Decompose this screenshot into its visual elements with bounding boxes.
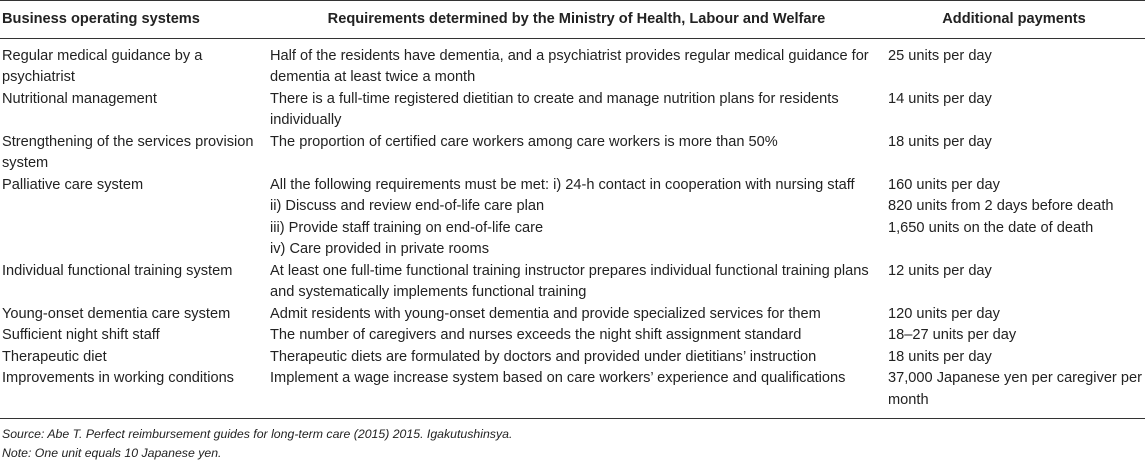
requirement-cell: Therapeutic diets are formulated by doctors and provided under dietitians’ instruction bbox=[270, 348, 817, 365]
table-row bbox=[0, 132, 1145, 175]
payment-cell: 18 units per day bbox=[888, 133, 992, 150]
system-cell: Strengthening of the services provision system bbox=[2, 133, 254, 171]
system-cell: Sufficient night shift staff bbox=[2, 327, 160, 343]
requirement-cell: Implement a wage increase system based on care workers’ experience and qualifications bbox=[270, 368, 883, 419]
payment-line: 160 units per day bbox=[888, 176, 1000, 193]
system-cell: Improvements in working conditions bbox=[0, 368, 270, 419]
requirement-cell: There is a full-time registered dietitian to create and manage nutrition plans for residents individually bbox=[270, 90, 839, 128]
table-row bbox=[0, 368, 1145, 419]
system-cell: Nutritional management bbox=[2, 90, 157, 107]
table-row bbox=[0, 175, 1145, 261]
payment-line: 1,650 units on the date of death bbox=[888, 219, 1094, 236]
payment-line: 820 units from 2 days before death bbox=[888, 198, 1114, 214]
requirement-line: ii) Discuss and review end-of-life care plan bbox=[270, 198, 545, 214]
system-cell: Palliative care system bbox=[2, 176, 144, 193]
system-cell: Therapeutic diet bbox=[2, 348, 107, 365]
unit-note: Note: One unit equals 10 Japanese yen. bbox=[2, 446, 222, 460]
table-row bbox=[0, 38, 1145, 89]
requirement-cell: At least one full-time functional training instructor prepares individual functional training plans and systematically implements functional training bbox=[270, 262, 869, 300]
table-header bbox=[0, 1, 1145, 39]
system-cell: Regular medical guidance by a psychiatrist bbox=[2, 47, 203, 85]
payment-cell: 12 units per day bbox=[888, 262, 992, 279]
table-footnotes bbox=[0, 419, 1145, 463]
table-row bbox=[0, 304, 1145, 326]
requirement-line: All the following requirements must be met: i) 24-h contact in cooperation with nursing staff bbox=[270, 176, 855, 193]
header-business-systems: Business operating systems bbox=[0, 1, 270, 39]
payment-cell: 37,000 Japanese yen per caregiver per month bbox=[883, 368, 1145, 419]
payment-cell: 25 units per day bbox=[888, 47, 992, 64]
payment-cell: 120 units per day bbox=[888, 305, 1000, 322]
table-row bbox=[0, 347, 1145, 369]
payment-cell: 18–27 units per day bbox=[888, 327, 1017, 343]
payment-cell: 14 units per day bbox=[888, 90, 992, 107]
source-note: Source: Abe T. Perfect reimbursement guides for long-term care (2015) 2015. Igakutushinsya. bbox=[2, 427, 513, 441]
table-body bbox=[0, 38, 1145, 419]
payment-cell bbox=[883, 175, 1145, 261]
header-additional-payments: Additional payments bbox=[883, 1, 1145, 39]
requirement-line: iii) Provide staff training on end-of-life care bbox=[270, 219, 544, 236]
header-row bbox=[0, 1, 1145, 39]
requirement-cell: The number of caregivers and nurses exceeds the night shift assignment standard bbox=[270, 327, 802, 343]
table-row bbox=[0, 261, 1145, 304]
requirement-cell: The proportion of certified care workers among care workers is more than 50% bbox=[270, 133, 778, 150]
payment-cell: 18 units per day bbox=[888, 348, 992, 365]
requirement-cell bbox=[270, 175, 883, 261]
table-row bbox=[0, 325, 1145, 347]
system-cell: Individual functional training system bbox=[2, 262, 233, 279]
requirement-cell: Half of the residents have dementia, and a psychiatrist provides regular medical guidance for dementia at least twice a month bbox=[270, 47, 869, 85]
header-requirements: Requirements determined by the Ministry of Health, Labour and Welfare bbox=[270, 1, 883, 39]
requirement-line: iv) Care provided in private rooms bbox=[270, 241, 489, 257]
table-row bbox=[0, 89, 1145, 132]
system-cell: Young-onset dementia care system bbox=[2, 305, 231, 322]
requirement-cell: Admit residents with young-onset dementia and provide specialized services for them bbox=[270, 305, 821, 322]
